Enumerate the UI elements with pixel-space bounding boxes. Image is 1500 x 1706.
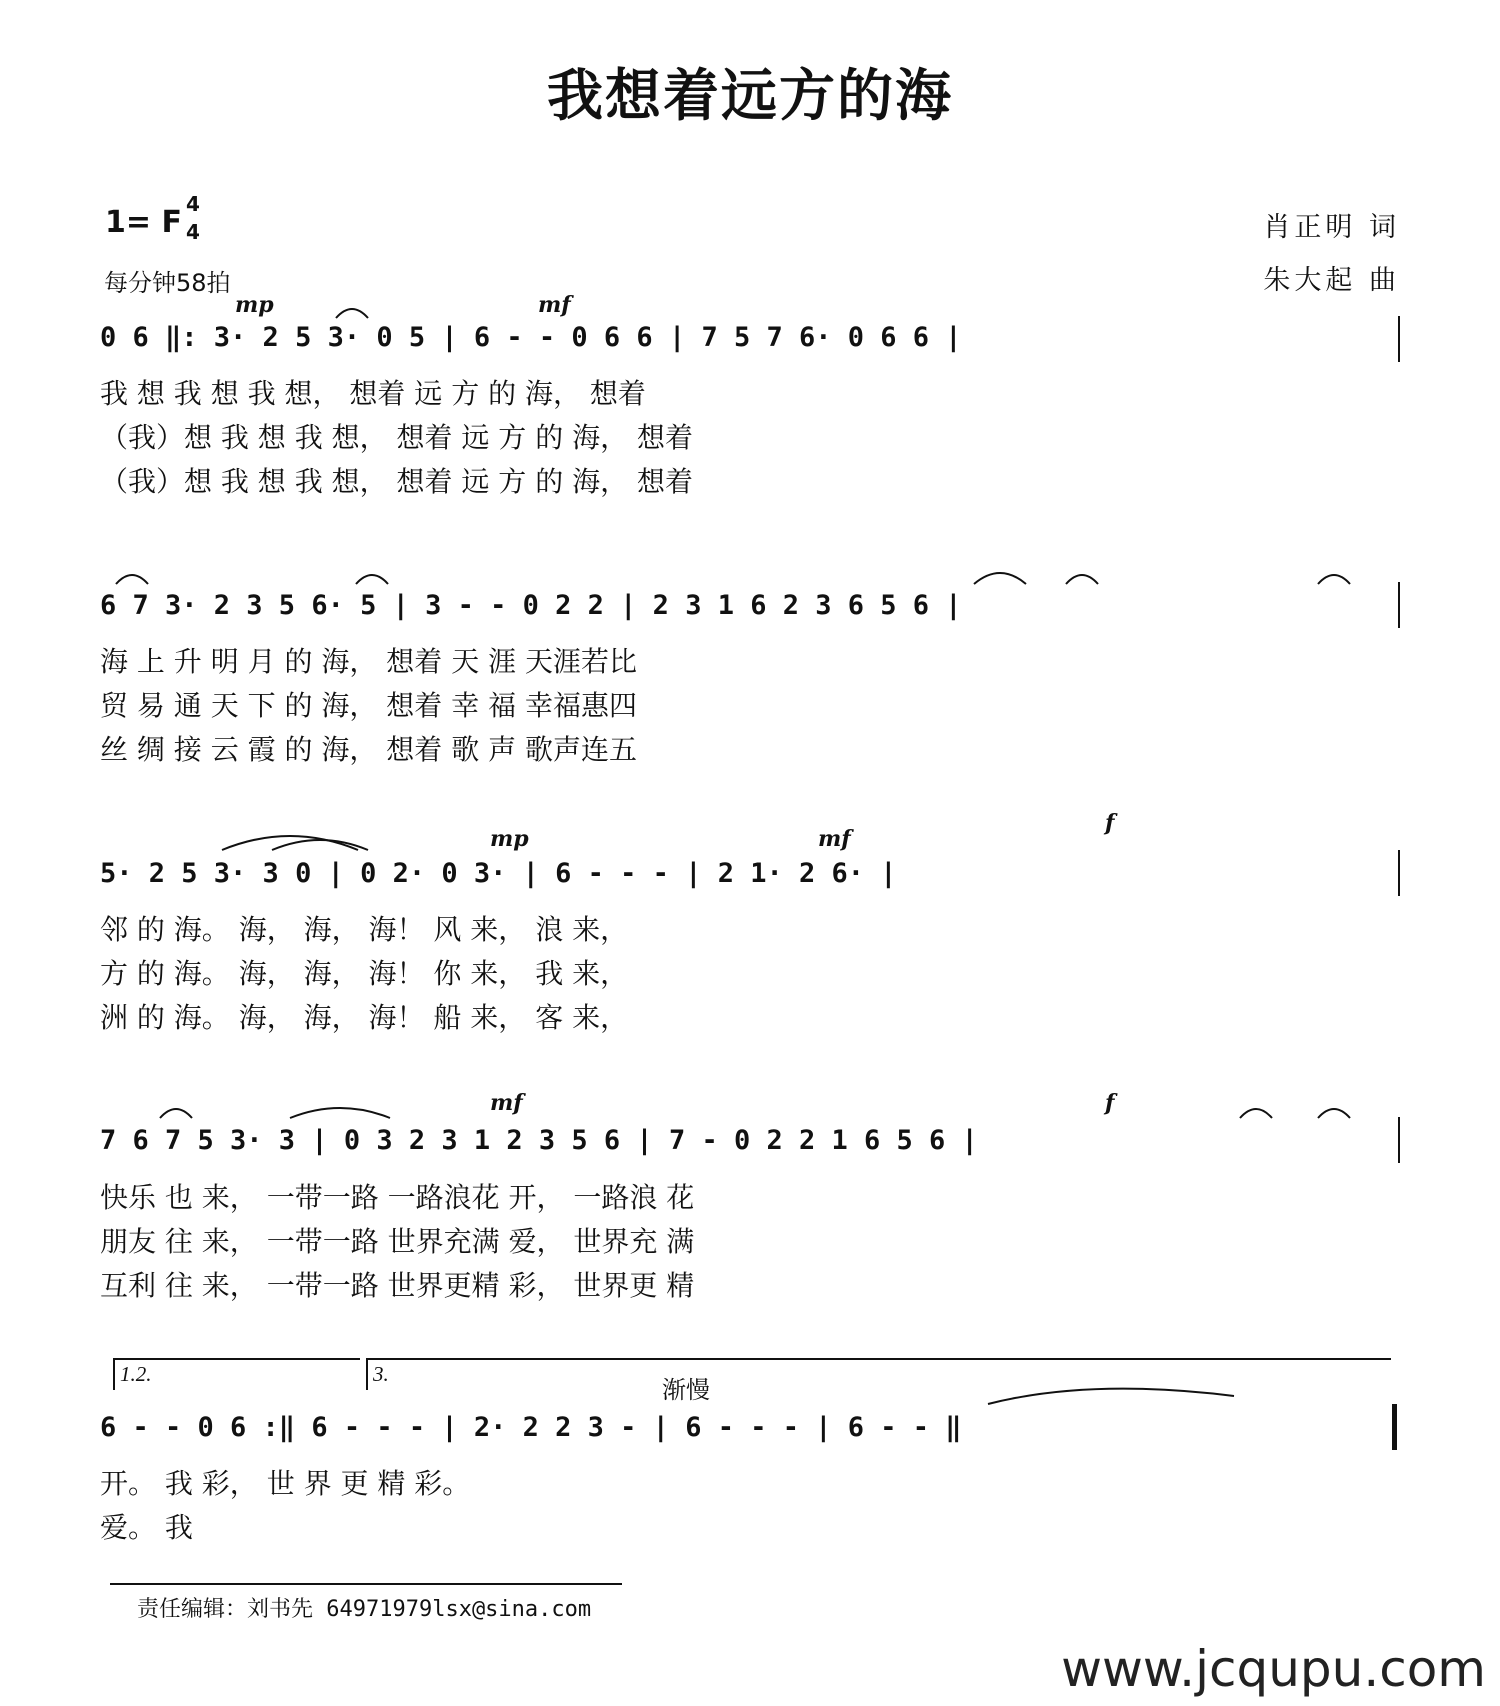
dynamic-mark: mf [538,292,571,318]
slur [988,1389,1234,1404]
slur [116,575,148,584]
lyricist-credit: 肖正明 词 [1263,212,1400,243]
lyric-line: 开。 我 彩， 世 界 更 精 彩。 [100,1467,471,1500]
slur [1066,575,1098,584]
lyric-line: 方 的 海。 海， 海， 海！ 你 来， 我 来， [100,957,629,990]
dynamic-mark: f [1105,810,1115,836]
lyric-line: 丝 绸 接 云 霞 的 海， 想着 歌 声 歌声连五 [100,733,638,766]
lyric-line: 我 想 我 想 我 想， 想着 远 方 的 海， 想着 [100,377,646,410]
editor-credit: 责任编辑：刘书先 64971979lsx@sina.com [137,1597,592,1622]
lyric-line: 洲 的 海。 海， 海， 海！ 船 来， 客 来， [100,1001,629,1034]
dynamic-mark: mf [490,1090,523,1116]
dynamic-mark: mp [235,292,274,318]
composer-credit: 朱大起 曲 [1263,265,1400,296]
tempo-change-mark: 渐慢 [662,1376,710,1404]
slur [336,309,368,318]
lyric-line: 贸 易 通 天 下 的 海， 想着 幸 福 幸福惠四 [100,689,638,722]
site-watermark: www.jcqupu.com [1061,1640,1486,1698]
tempo-marking: 每分钟58拍 [104,269,231,297]
dynamic-mark: f [1105,1090,1115,1116]
dynamic-mark: mp [490,826,529,852]
footer-divider [110,1583,622,1585]
lyric-line: 海 上 升 明 月 的 海， 想着 天 涯 天涯若比 [100,645,638,678]
notation-line: 6 7 3· 2 3 5 6· 5 | 3 - - 0 2 2 | 2 3 1 6 2 3 6 5 6 | [100,590,962,621]
lyric-line: 朋友 往 来， 一带一路 世界充满 爱， 世界充 满 [100,1225,695,1258]
volta-label: 3. [373,1362,389,1386]
lyric-line: （我）想 我 想 我 想， 想着 远 方 的 海， 想着 [100,465,694,498]
lyric-line: 邻 的 海。 海， 海， 海！ 风 来， 浪 来， [100,913,629,946]
slur [1318,575,1350,584]
time-signature-bottom: 4 [186,220,200,244]
lyric-line: 互利 往 来， 一带一路 世界更精 彩， 世界更 精 [100,1269,695,1302]
time-signature-top: 4 [186,192,200,216]
lyric-line: 爱。 我 [100,1511,193,1544]
volta-label: 1.2. [120,1362,152,1386]
slur [1318,1109,1350,1118]
key-signature: 1= F [105,205,182,240]
notation-line: 5· 2 5 3· 3 0 | 0 2· 0 3· | 6 - - - | 2 1· 2 6· | [100,858,897,889]
lyric-line: 快乐 也 来， 一带一路 一路浪花 开， 一路浪 花 [100,1181,695,1214]
dynamic-mark: mf [818,826,851,852]
slur [356,575,388,584]
slur [160,1109,192,1118]
slur [974,573,1026,584]
lyric-line: （我）想 我 想 我 想， 想着 远 方 的 海， 想着 [100,421,694,454]
notation-line: 6 - - 0 6 :‖ 6 - - - | 2· 2 2 3 - | 6 - - - | 6 - - ‖ [100,1412,962,1443]
notation-line: 7 6 7 5 3· 3 | 0 3 2 3 1 2 3 5 6 | 7 - 0 2 2 1 6 5 6 | [100,1125,978,1156]
slur [290,1108,390,1118]
notation-line: 0 6 ‖: 3· 2 5 3· 0 5 | 6 - - 0 6 6 | 7 5 7 6· 0 6 6 | [100,322,962,353]
slur [1240,1109,1272,1118]
song-title: 我想着远方的海 [547,63,953,129]
